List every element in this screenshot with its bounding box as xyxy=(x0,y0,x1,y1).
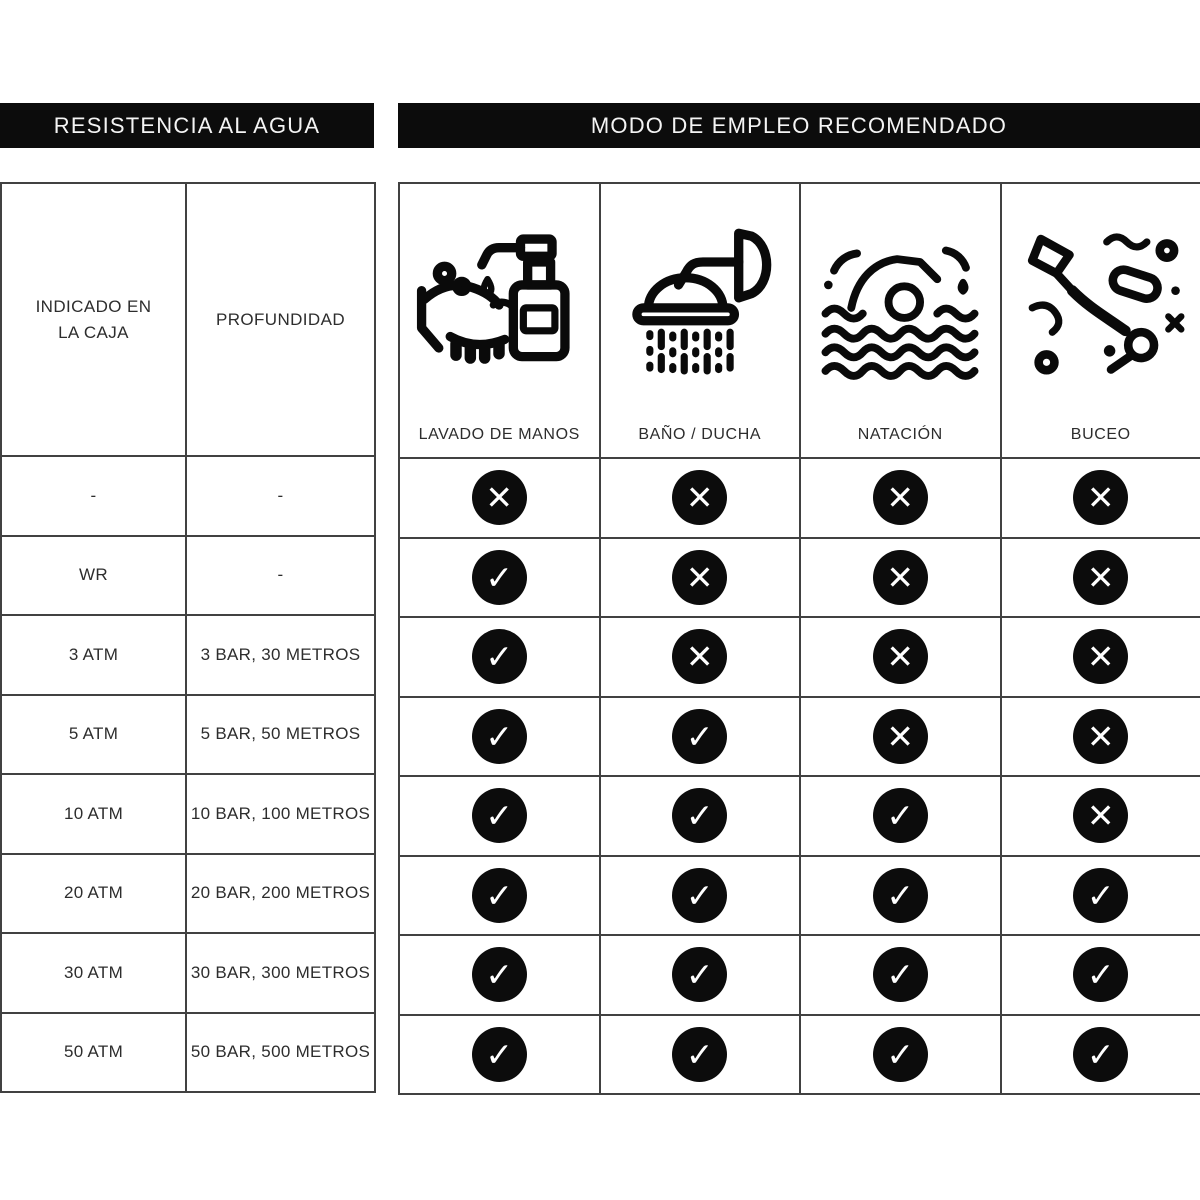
column-header-depth: PROFUNDIDAD xyxy=(186,183,375,456)
cross-mark-icon: ✕ xyxy=(672,629,727,684)
table-row xyxy=(1,456,375,536)
usage-column-shower xyxy=(600,183,801,458)
mark-cell xyxy=(399,856,600,936)
usage-column-label: BUCEO xyxy=(1070,426,1131,443)
table-row xyxy=(1,1013,375,1093)
cross-mark-icon: ✕ xyxy=(873,629,928,684)
usage-row xyxy=(399,776,1200,856)
handwash-icon xyxy=(400,184,599,426)
usage-row xyxy=(399,458,1200,538)
mark-cell xyxy=(1001,935,1200,1015)
depth-cell: 30 BAR, 300 METROS xyxy=(186,933,375,1013)
mark-cell xyxy=(399,1015,600,1095)
swimming-icon xyxy=(801,184,1000,426)
mark-cell xyxy=(399,458,600,538)
table-header-row xyxy=(1,183,375,456)
cross-mark-icon: ✕ xyxy=(672,550,727,605)
check-mark-icon: ✓ xyxy=(672,868,727,923)
mark-cell xyxy=(399,697,600,777)
mark-cell xyxy=(399,617,600,697)
mark-cell xyxy=(600,697,801,777)
check-mark-icon: ✓ xyxy=(1073,1027,1128,1082)
cross-mark-icon: ✕ xyxy=(1073,709,1128,764)
depth-cell: 3 BAR, 30 METROS xyxy=(186,615,375,695)
depth-cell: 20 BAR, 200 METROS xyxy=(186,854,375,934)
usage-row xyxy=(399,697,1200,777)
table-row xyxy=(1,536,375,616)
mark-cell xyxy=(800,1015,1001,1095)
scuba-diving-icon xyxy=(1002,184,1200,426)
mark-cell xyxy=(1001,697,1200,777)
table-row xyxy=(1,774,375,854)
box-cell: 50 ATM xyxy=(1,1013,186,1093)
usage-row xyxy=(399,935,1200,1015)
check-mark-icon: ✓ xyxy=(472,1027,527,1082)
mark-cell xyxy=(600,935,801,1015)
check-mark-icon: ✓ xyxy=(873,868,928,923)
check-mark-icon: ✓ xyxy=(1073,947,1128,1002)
mark-cell xyxy=(399,776,600,856)
usage-row xyxy=(399,538,1200,618)
left-section-title: RESISTENCIA AL AGUA xyxy=(53,112,321,138)
check-mark-icon: ✓ xyxy=(672,788,727,843)
right-section-title: MODO DE EMPLEO RECOMENDADO xyxy=(590,112,1008,138)
cross-mark-icon: ✕ xyxy=(1073,470,1128,525)
check-mark-icon: ✓ xyxy=(873,1027,928,1082)
column-header-box: INDICADO EN LA CAJA xyxy=(1,183,186,456)
table-row xyxy=(1,695,375,775)
usage-row xyxy=(399,856,1200,936)
usage-column-diving xyxy=(1001,183,1200,458)
check-mark-icon: ✓ xyxy=(672,1027,727,1082)
cross-mark-icon: ✕ xyxy=(873,470,928,525)
mark-cell xyxy=(399,935,600,1015)
check-mark-icon: ✓ xyxy=(472,868,527,923)
mark-cell xyxy=(1001,856,1200,936)
table-row xyxy=(1,615,375,695)
water-resistance-table xyxy=(0,182,376,1093)
mark-cell xyxy=(800,458,1001,538)
left-section-header xyxy=(0,103,374,148)
mark-cell xyxy=(800,776,1001,856)
cross-mark-icon: ✕ xyxy=(873,550,928,605)
usage-column-handwash xyxy=(399,183,600,458)
check-mark-icon: ✓ xyxy=(1073,868,1128,923)
cross-mark-icon: ✕ xyxy=(472,470,527,525)
mark-cell xyxy=(600,538,801,618)
table-row xyxy=(1,854,375,934)
usage-column-swimming xyxy=(800,183,1001,458)
cross-mark-icon: ✕ xyxy=(672,470,727,525)
box-cell: 20 ATM xyxy=(1,854,186,934)
mark-cell xyxy=(1001,1015,1200,1095)
usage-column-label: LAVADO DE MANOS xyxy=(418,426,580,443)
check-mark-icon: ✓ xyxy=(472,709,527,764)
check-mark-icon: ✓ xyxy=(873,947,928,1002)
usage-column-label: NATACIÓN xyxy=(857,426,943,443)
check-mark-icon: ✓ xyxy=(472,629,527,684)
mark-cell xyxy=(600,1015,801,1095)
depth-cell: 50 BAR, 500 METROS xyxy=(186,1013,375,1093)
check-mark-icon: ✓ xyxy=(472,788,527,843)
check-mark-icon: ✓ xyxy=(672,709,727,764)
shower-icon xyxy=(601,184,800,426)
mark-cell xyxy=(1001,776,1200,856)
mark-cell xyxy=(800,617,1001,697)
depth-cell: 5 BAR, 50 METROS xyxy=(186,695,375,775)
check-mark-icon: ✓ xyxy=(873,788,928,843)
check-mark-icon: ✓ xyxy=(672,947,727,1002)
mark-cell xyxy=(600,856,801,936)
depth-cell: - xyxy=(186,536,375,616)
box-cell: 3 ATM xyxy=(1,615,186,695)
mark-cell xyxy=(800,856,1001,936)
mark-cell xyxy=(1001,538,1200,618)
depth-cell: - xyxy=(186,456,375,536)
mark-cell xyxy=(800,697,1001,777)
mark-cell xyxy=(600,458,801,538)
mark-cell xyxy=(399,538,600,618)
right-section-header xyxy=(398,103,1200,148)
check-mark-icon: ✓ xyxy=(472,550,527,605)
box-cell: WR xyxy=(1,536,186,616)
cross-mark-icon: ✕ xyxy=(1073,629,1128,684)
cross-mark-icon: ✕ xyxy=(873,709,928,764)
cross-mark-icon: ✕ xyxy=(1073,550,1128,605)
box-cell: 30 ATM xyxy=(1,933,186,1013)
usage-row xyxy=(399,617,1200,697)
cross-mark-icon: ✕ xyxy=(1073,788,1128,843)
mark-cell xyxy=(1001,617,1200,697)
usage-header-row xyxy=(399,183,1200,458)
mark-cell xyxy=(600,776,801,856)
box-cell: 5 ATM xyxy=(1,695,186,775)
usage-column-label: BAÑO / DUCHA xyxy=(638,426,762,443)
usage-recommendation-table xyxy=(398,182,1200,1095)
mark-cell xyxy=(800,935,1001,1015)
box-cell: - xyxy=(1,456,186,536)
mark-cell xyxy=(1001,458,1200,538)
usage-row xyxy=(399,1015,1200,1095)
table-row xyxy=(1,933,375,1013)
check-mark-icon: ✓ xyxy=(472,947,527,1002)
mark-cell xyxy=(600,617,801,697)
mark-cell xyxy=(800,538,1001,618)
depth-cell: 10 BAR, 100 METROS xyxy=(186,774,375,854)
box-cell: 10 ATM xyxy=(1,774,186,854)
